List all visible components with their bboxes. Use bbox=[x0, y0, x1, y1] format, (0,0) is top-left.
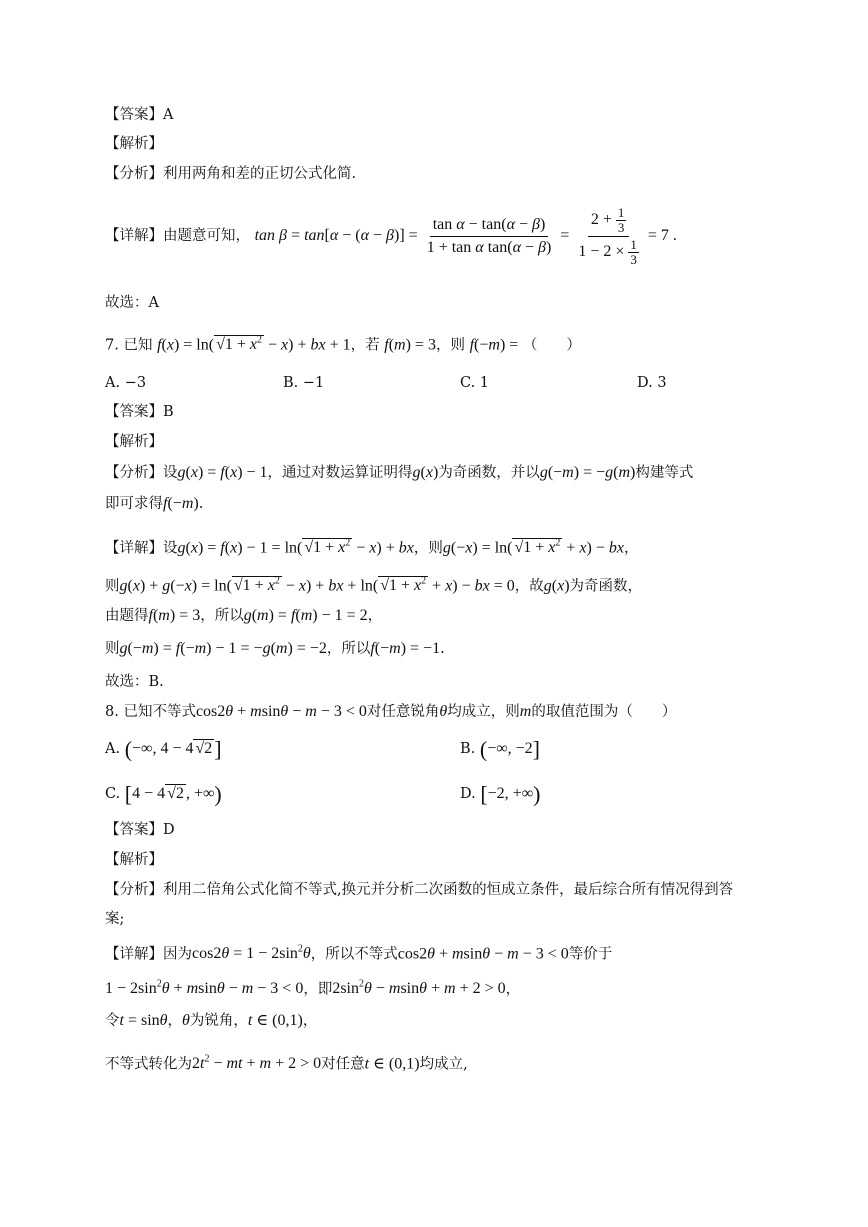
q7-fenxi-1d: 构建等式 bbox=[635, 465, 694, 481]
q7-detail-4: 则g(−m) = f(−m) − 1 = −g(m) = −2，所以f(−m) = −1. bbox=[105, 640, 445, 657]
q8-analysis: 【解析】 bbox=[105, 852, 163, 868]
q7-conclusion: 故选：B. bbox=[105, 674, 164, 690]
q8-stem-a: 8. 已知不等式 bbox=[105, 704, 196, 720]
q8-option-c-label: C. bbox=[105, 786, 121, 802]
formula-tan-beta: tan β = tan[α − (α − β)] = $\frac{\text{tan α − tan(α − β)}}{\text{1 + tan α tan(α − β)}}$ = 2 + $\frac{1}{3}$ 1 − 2 × $\frac{1}{3}$ = 7 . bbox=[254, 205, 677, 267]
question-7-stem bbox=[105, 331, 581, 355]
q8-option-d-label: D. bbox=[460, 786, 476, 802]
q7-target: f(−m) = bbox=[469, 336, 519, 354]
q7-analysis: 【解析】 bbox=[105, 434, 163, 450]
q8-detail-3b: 为锐角， bbox=[189, 1013, 248, 1029]
q8-stem-b: 对任意锐角 bbox=[366, 704, 440, 720]
q8-detail-1c: 等价于 bbox=[568, 946, 613, 963]
detail-line-6 bbox=[105, 206, 677, 267]
q7-detail-2: 则g(x) + g(−x) = ln( $√1 + x^2 - x$) + bx + ln( $√1 + x^2 + x$) − bx = 0，故g(x)为奇函数， bbox=[105, 576, 643, 595]
q7-detail-2c: 为奇函数， bbox=[569, 578, 643, 595]
q8-detail-1a: 【详解】因为 bbox=[105, 946, 192, 963]
q7-detail-3a: 由题得 bbox=[105, 608, 149, 624]
fenxi-line-6: 【分析】利用两角和差的正切公式化简. bbox=[105, 166, 357, 182]
q8-option-a: A. (−∞, 4 − 4 √2] bbox=[105, 736, 222, 762]
q8-option-a-label: A. bbox=[105, 741, 121, 757]
q8-option-b-label: B. bbox=[460, 741, 476, 757]
q7-fenxi-1c: 为奇函数，并以 bbox=[438, 465, 540, 481]
q8-detail-3: 令t = sinθ，θ为锐角，t ∈ (0,1)， bbox=[105, 1012, 318, 1029]
q8-detail-4: 不等式转化为$2t^2$ − mt + m + 2 > 0对任意t ∈ (0,1)均成立, bbox=[105, 1054, 468, 1073]
q7-answer: 【答案】B bbox=[105, 404, 174, 420]
q8-option-c: C. [4 − 4 √2 , +∞) bbox=[105, 781, 222, 807]
q7-detail-4b: ，所以 bbox=[326, 641, 371, 657]
q8-option-d: D. [−2, +∞) bbox=[460, 781, 541, 807]
q7-option-d: D. 3 bbox=[637, 375, 667, 391]
q7-detail-3: 由题得f(m) = 3，所以g(m) = f(m) − 1 = 2， bbox=[105, 607, 383, 624]
q7-fenxi-1b: ，通过对数运算证明得 bbox=[267, 465, 413, 481]
q7-detail-3b: ，所以 bbox=[200, 608, 244, 624]
q8-detail-4a: 不等式转化为 bbox=[105, 1056, 192, 1073]
q7-option-b: B. −1 bbox=[283, 375, 325, 391]
detail-prefix: 【详解】由题意可知， bbox=[105, 228, 250, 245]
question-8-stem: 8. 已知不等式cos2θ + msinθ − m − 3 < 0对任意锐角θ均成立，则m的取值范围为（ ） bbox=[105, 703, 677, 720]
answer-line-6: 【答案】A bbox=[105, 107, 174, 123]
q7-detail-2b: ，故 bbox=[514, 578, 544, 595]
q8-stem-c: 均成立，则 bbox=[447, 704, 520, 720]
q8-detail-4c: 均成立, bbox=[419, 1056, 468, 1073]
q7-option-a: A. −3 bbox=[105, 375, 147, 391]
q8-detail-2b: ，即 bbox=[303, 981, 333, 998]
q7-detail-1b: ，则 bbox=[413, 540, 443, 557]
q7-detail-4a: 则 bbox=[105, 641, 120, 657]
q7-mid: ，若 bbox=[350, 337, 380, 354]
q7-detail-2a: 则 bbox=[105, 578, 120, 595]
q8-option-b: B. (−∞, −2] bbox=[460, 736, 540, 762]
q7-function: f(x) = ln( $√1 + x^2 - x$) + bx + 1 bbox=[157, 335, 351, 354]
q8-fenxi-2: 案; bbox=[105, 911, 125, 927]
q7-fenxi-2a: 即可求得 bbox=[105, 496, 163, 512]
q7-fenxi-2: 即可求得f(−m). bbox=[105, 495, 204, 512]
q7-detail-1: 【详解】设g(x) = f(x) − 1 = ln( $√1 + x^2 - x$) + bx，则g(−x) = ln( $√1 + x^2 + x$) − bx， bbox=[105, 538, 639, 557]
q7-detail-1a: 【详解】设 bbox=[105, 540, 178, 557]
conclusion-6: 故选：A bbox=[105, 295, 159, 311]
q7-fenxi-1a: 【分析】设 bbox=[105, 465, 178, 481]
analysis-heading-6: 【解析】 bbox=[105, 136, 163, 152]
q8-fenxi-1: 【分析】利用二倍角公式化简不等式,换元并分析二次函数的恒成立条件，最后综合所有情况得到答 bbox=[105, 882, 734, 898]
q8-detail-3a: 令 bbox=[105, 1013, 120, 1029]
q7-fenxi-1: 【分析】设g(x) = f(x) − 1，通过对数运算证明得g(x)为奇函数，并以g(−m) = −g(m)构建等式 bbox=[105, 464, 694, 481]
q8-detail-2: $1 - 2\sin^2\theta + msin\theta - m - 3 < 0$，即$2\sin^2\theta - msin\theta + m + 2 > 0$， bbox=[105, 979, 521, 998]
q8-detail-1: 【详解】因为$\cos 2\theta = 1 - 2\sin^2\theta$，所以不等式cos2θ + msinθ − m − 3 < 0等价于 bbox=[105, 944, 613, 963]
q8-detail-4b: 对任意 bbox=[321, 1056, 365, 1073]
q8-answer: 【答案】D bbox=[105, 822, 175, 838]
q8-stem-d: 的取值范围为（ ） bbox=[531, 704, 677, 720]
q8-detail-1b: ，所以不等式 bbox=[310, 946, 398, 963]
q7-mid2: ，则 bbox=[435, 337, 465, 354]
q7-end: （ ） bbox=[522, 337, 581, 354]
q7-prefix: 7. 已知 bbox=[105, 337, 153, 354]
q7-option-c: C. 1 bbox=[460, 375, 490, 391]
q7-condition: f(m) = 3 bbox=[384, 336, 436, 354]
